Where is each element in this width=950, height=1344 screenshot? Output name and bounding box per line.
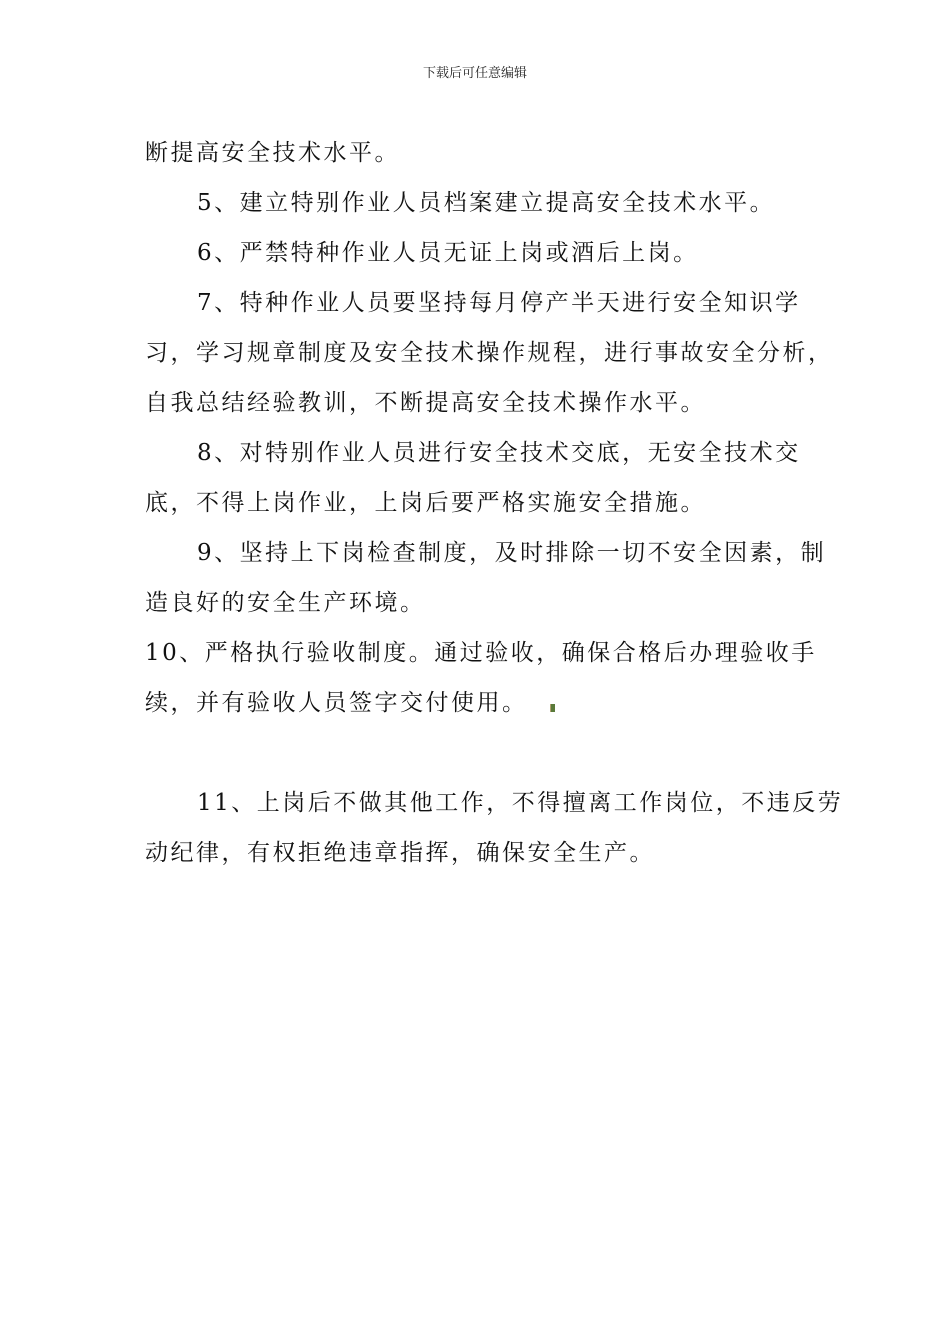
paragraph-item-10: [145, 628, 845, 728]
paragraph-continuation: 断提高安全技术水平。: [145, 140, 400, 166]
small-image-marker: [550, 704, 555, 712]
paragraph-item-11: 11、上岗后不做其他工作，不得擅离工作岗位，不违反劳动纪律，有权拒绝违章指挥，确保安全生产。: [145, 790, 844, 866]
paragraph-item-9: 9、坚持上下岗检查制度，及时排除一切不安全因素，制造良好的安全生产环境。: [145, 540, 827, 616]
paragraph-item-7: 7、特种作业人员要坚持每月停产半天进行安全知识学习，学习规章制度及安全技术操作规程，进行事故安全分析，自我总结经验教训，不断提高安全技术操作水平。: [145, 290, 834, 416]
paragraph-item-8: 8、对特别作业人员进行安全技术交底，无安全技术交底，不得上岗作业，上岗后要严格实施安全措施。: [145, 440, 801, 516]
page-header: 下载后可任意编辑: [422, 66, 527, 81]
paragraph-gap: [145, 728, 845, 778]
paragraph-item-6: 6、严禁特种作业人员无证上岗或酒后上岗。: [197, 240, 699, 266]
paragraph-item-5: 5、建立特别作业人员档案建立提高安全技术水平。: [197, 190, 776, 216]
document-body: [145, 128, 845, 878]
paragraph-item-10-text: 10、严格执行验收制度。通过验收，确保合格后办理验收手续，并有验收人员签字交付使用。: [145, 640, 817, 716]
